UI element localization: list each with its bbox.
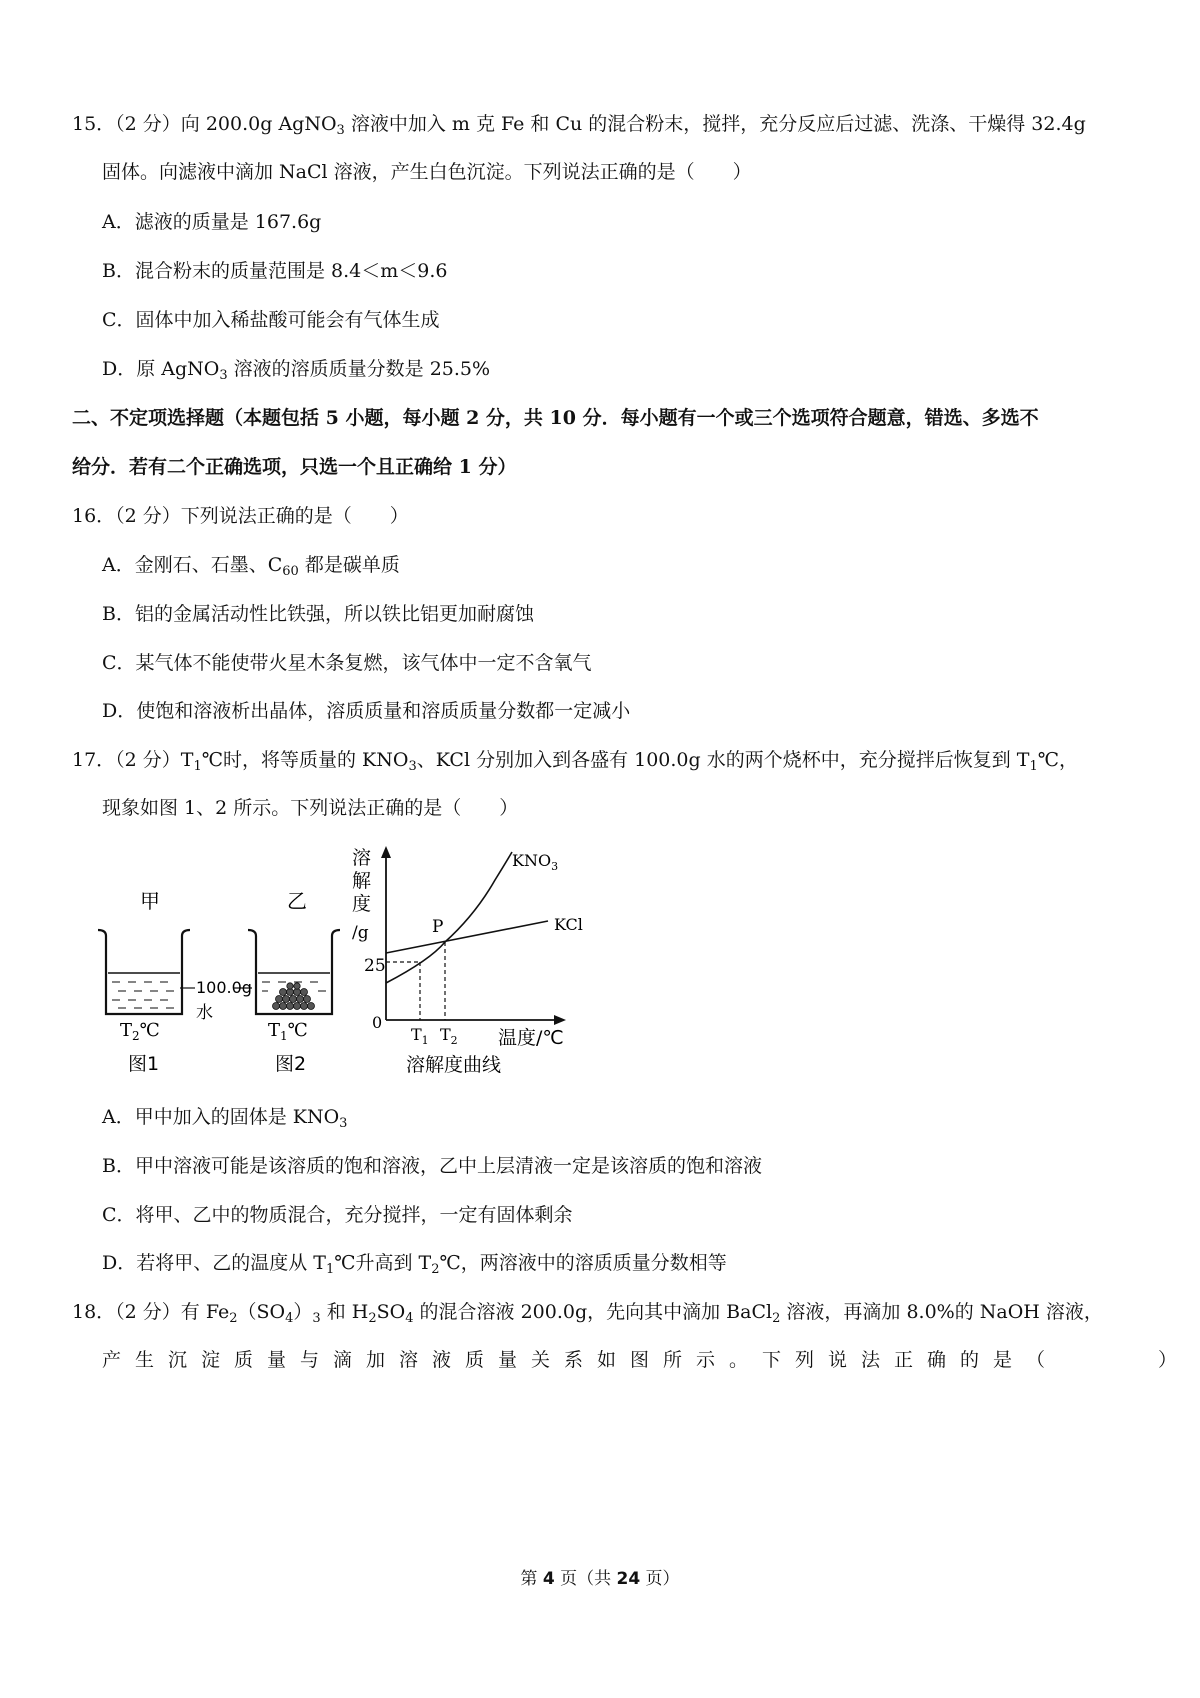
q15-option-d: D．原 AgNO$_3$ 溶液的溶质质量分数是 25.5% <box>102 358 491 383</box>
q15-stem-line2: 固体。向滤液中滴加 NaCl 溶液，产生白色沉淀。下列说法正确的是（ ） <box>102 161 752 183</box>
series-kno3-label: $KNO_3$ <box>512 851 559 873</box>
beaker-2-temp: $T_1℃$ <box>268 1020 308 1043</box>
series-kcl-label: KCl <box>554 915 583 934</box>
beaker-1-temp: $T_2℃$ <box>120 1020 160 1043</box>
q16-option-a: A．金刚石、石墨、$C_{60}$ 都是碳单质 <box>102 554 400 579</box>
q17-option-d: D．若将甲、乙的温度从 $T_1℃$升高到 $T_2℃$，两溶液中的溶质质量分数相等 <box>102 1252 727 1277</box>
q17-option-c: C．将甲、乙中的物质混合，充分搅拌，一定有固体剩余 <box>102 1204 573 1226</box>
solubility-chart <box>352 846 583 1076</box>
section2-heading-line2: 给分．若有二个正确选项，只选一个且正确给 1 分） <box>72 456 517 478</box>
x-tick-t1: $T_1$ <box>411 1025 429 1047</box>
kno3-curve <box>386 852 512 983</box>
q15-option-a: A．滤液的质量是 167.6g <box>102 211 322 233</box>
q17-stem-line1: 17．（2 分）$T_1℃$时，将等质量的 $KNO_3$、KCl 分别加入到各盛有 100.0g 水的两个烧杯中，充分搅拌后恢复到 $T_1℃$， <box>72 749 1078 774</box>
q16-option-b: B．铝的金属活动性比铁强，所以铁比铝更加耐腐蚀 <box>102 603 534 625</box>
y-axis-label-4: /g <box>352 923 369 943</box>
q16-stem: 16．（2 分）下列说法正确的是（ ） <box>72 505 409 527</box>
beaker-1-label: 甲 <box>140 889 160 913</box>
q18-stem-line1: 18．（2 分）有 $Fe_2(SO_4)_3$ 和 $H_2SO_4$ 的混合溶液 200.0g，先向其中滴加 BaCl$_2$ 溶液，再滴加 8.0%的 NaOH 溶液， <box>72 1301 1103 1326</box>
x-axis-label: 温度/℃ <box>498 1027 564 1049</box>
fig1-caption: 图1 <box>128 1053 160 1075</box>
beaker-1 <box>98 889 190 1075</box>
page-total: 24 <box>616 1569 641 1589</box>
q15-option-c: C．固体中加入稀盐酸可能会有气体生成 <box>102 309 440 331</box>
q16-option-c: C．某气体不能使带火星木条复燃，该气体中一定不含氧气 <box>102 652 592 674</box>
q18-stem-line2: 产生沉淀质量与滴加溶液质量关系如图所示。下列说法正确的是（ ） <box>102 1349 1192 1371</box>
q15-option-b: B．混合粉末的质量范围是 8.4＜m＜9.6 <box>102 260 448 282</box>
beaker-2-label: 乙 <box>287 889 307 913</box>
q17-stem-line2: 现象如图 1、2 所示。下列说法正确的是（ ） <box>102 797 519 819</box>
q17-option-b: B．甲中溶液可能是该溶质的饱和溶液，乙中上层清液一定是该溶质的饱和溶液 <box>102 1155 762 1177</box>
y-tick-25: 25 <box>364 956 386 976</box>
y-axis-arrow <box>381 846 391 858</box>
q16-option-d: D．使饱和溶液析出晶体，溶质质量和溶质质量分数都一定减小 <box>102 700 631 722</box>
fig2-caption: 图2 <box>275 1053 307 1075</box>
kcl-curve <box>386 921 548 953</box>
q15-stem-line1: 15．（2 分）向 200.0g AgNO$_3$ 溶液中加入 m 克 Fe 和 Cu 的混合粉末，搅拌，充分反应后过滤、洗涤、干燥得 32.4g <box>72 113 1086 138</box>
section2-heading-line1: 二、不定项选择题（本题包括 5 小题，每小题 2 分，共 10 分．每小题有一个或三个选项符合题意，错选、多选不 <box>72 407 1039 429</box>
page-footer: 第 4 页（共 24 页） <box>520 1569 680 1589</box>
water-label-mass: 100.0g <box>196 978 252 997</box>
x-axis-arrow <box>554 1015 566 1025</box>
q17-option-a: A．甲中加入的固体是 $KNO_3$ <box>102 1106 348 1131</box>
beaker-2 <box>248 889 340 1075</box>
y-axis-label-3: 度 <box>352 893 372 915</box>
y-axis-label-1: 溶 <box>352 847 372 869</box>
beaker-1-outline <box>98 930 190 1014</box>
x-tick-t2: $T_2$ <box>440 1025 458 1047</box>
beaker-1-solution-hatching <box>112 982 174 1008</box>
chart-caption: 溶解度曲线 <box>406 1054 502 1076</box>
y-axis-label-2: 解 <box>352 870 372 892</box>
beaker-2-undissolved-solid <box>273 983 315 1010</box>
water-label-water: 水 <box>196 1003 213 1023</box>
origin-label: 0 <box>372 1013 383 1032</box>
point-p-label: P <box>432 917 444 937</box>
page-number: 4 <box>542 1569 555 1589</box>
